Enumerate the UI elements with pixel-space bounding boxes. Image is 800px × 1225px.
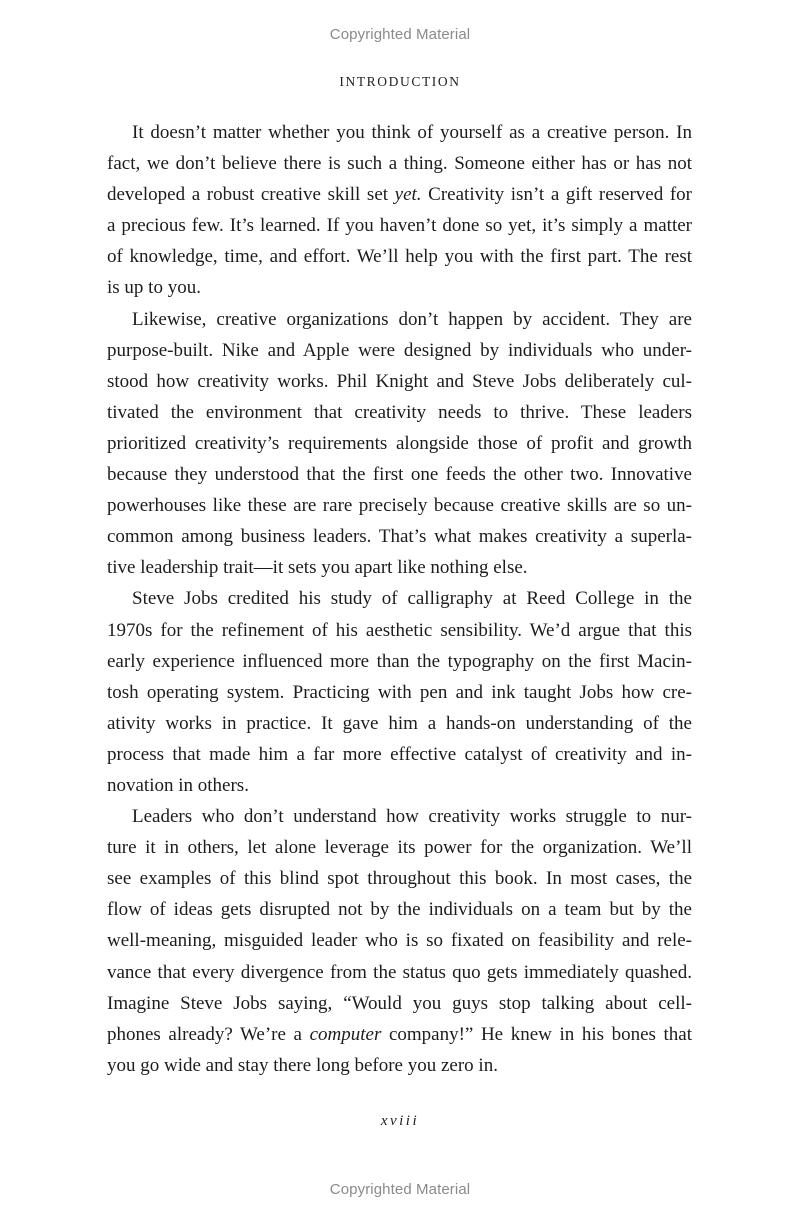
text-line: tive leadership trait—it sets you apart like nothing else. (107, 557, 528, 579)
text-line: powerhouses like these are rare precisely because creative skills are so un- (107, 495, 692, 517)
text-line: of knowledge, time, and effort. We’ll help you with the first part. The rest (107, 246, 692, 268)
emphasis: computer (309, 1023, 382, 1045)
text-line: flow of ideas gets disrupted not by the individuals on a team but by the (107, 899, 692, 921)
text-line: ture it in others, let alone leverage its power for the organization. We’ll (107, 837, 692, 859)
text-line: is up to you. (107, 277, 201, 299)
text-line: Leaders who don’t understand how creativity works struggle to nur- (132, 806, 692, 828)
paragraph (107, 117, 692, 304)
copyright-watermark-bottom: Copyrighted Material (329, 1181, 471, 1198)
text-line: ativity works in practice. It gave him a hands-on understanding of the (107, 712, 692, 734)
text-line: tivated the environment that creativity needs to thrive. These leaders (107, 401, 692, 423)
paragraph (107, 304, 692, 584)
emphasis: yet. (394, 184, 422, 206)
text-line: tosh operating system. Practicing with pen and ink taught Jobs how cre- (107, 681, 692, 703)
text-line: see examples of this blind spot throughout this book. In most cases, the (107, 868, 692, 890)
copyright-watermark-top: Copyrighted Material (329, 26, 471, 43)
text-line: early experience influenced more than the typography on the first Macin- (107, 650, 692, 672)
text-line: Likewise, creative organizations don’t happen by accident. They are (132, 308, 692, 330)
text-line: fact, we don’t believe there is such a thing. Someone either has or has not (107, 153, 692, 175)
text-line: process that made him a far more effective catalyst of creativity and in- (107, 743, 692, 765)
text-line: you go wide and stay there long before you zero in. (107, 1054, 498, 1076)
page-number: xviii (380, 1113, 420, 1129)
text-line: developed a robust creative skill set yet. Creativity isn’t a gift reserved for (107, 184, 692, 206)
text-line: because they understood that the first one feeds the other two. Innovative (107, 464, 692, 486)
text-line: well-meaning, misguided leader who is so fixated on feasibility and rele- (107, 930, 692, 952)
paragraph (107, 801, 692, 1081)
text-line: vance that every divergence from the status quo gets immediately quashed. (107, 961, 692, 983)
text-line: stood how creativity works. Phil Knight and Steve Jobs deliberately cul- (107, 370, 692, 392)
running-head: INTRODUCTION (339, 74, 461, 89)
text-line: phones already? We’re a computer company!” He knew in his bones that (107, 1023, 692, 1045)
text-line: common among business leaders. That’s what makes creativity a superla- (107, 526, 692, 548)
text-line: novation in others. (107, 774, 249, 796)
text-line: It doesn’t matter whether you think of yourself as a creative person. In (132, 122, 692, 143)
text-line: prioritized creativity’s requirements alongside those of profit and growth (107, 432, 692, 454)
text-line: Steve Jobs credited his study of calligraphy at Reed College in the (132, 588, 692, 610)
paragraph (107, 583, 692, 801)
text-line: a precious few. It’s learned. If you haven’t done so yet, it’s simply a matter (107, 215, 692, 237)
text-line: 1970s for the refinement of his aesthetic sensibility. We’d argue that this (107, 619, 692, 641)
text-line: purpose-built. Nike and Apple were designed by individuals who under- (107, 339, 692, 361)
body-text (107, 117, 692, 1081)
text-line: Imagine Steve Jobs saying, “Would you guys stop talking about cell- (107, 992, 692, 1014)
